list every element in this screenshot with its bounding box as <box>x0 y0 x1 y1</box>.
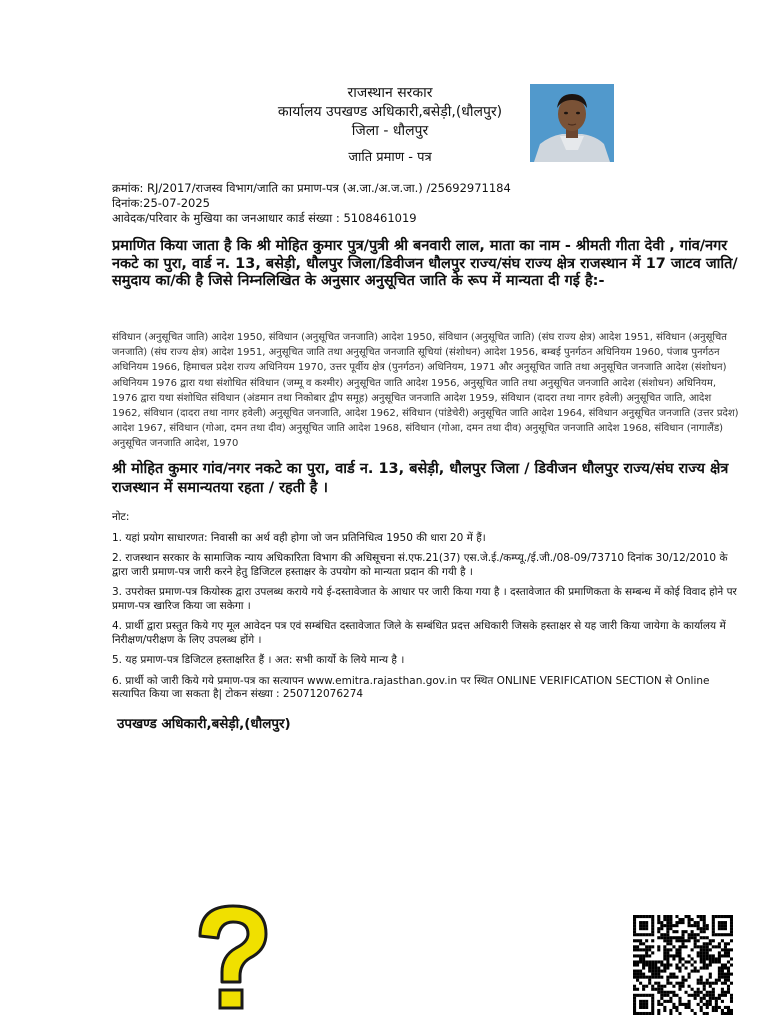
district-name: जिला - धौलपुर <box>351 123 429 139</box>
question-mark-icon <box>190 902 276 1012</box>
note-item: 6. प्रार्थी को जारी किये गये प्रमाण-पत्र का सत्यापन www.emitra.rajasthan.gov.in पर स्थित ONLINE VERIFICATION SECTION से Online सत्यापित किया जा सकता है| टोकन संख्या : 250712076274 <box>112 674 710 700</box>
note-item: 3. उपरोक्त प्रमाण-पत्र कियोस्क द्वारा उपलब्ध कराये गये ई-दस्तावेजात के आधार पर जारी किया गया है । दस्तावेजात की प्रमाणिकता के सम्बन्ध में कोई विवाद होने पर प्रमाण-पत्र खारिज किया जा सकेगा । <box>112 586 737 612</box>
notes-heading: नोट: <box>112 511 130 523</box>
issue-date: दिनांक:25-07-2025 <box>112 196 210 210</box>
certification-text: प्रमाणित किया जाता है कि श्री मोहित कुमार पुत्र/पुत्री श्री बनवारी लाल, माता का नाम - श्रीमती गीता देवी , गांव/नगर नकटे का पुरा, वार्ड न. 13, बसेड़ी, धौलपुर जिला/डिवीजन धौलपुर राज्य/संघ राज्य क्षेत्र राजस्थान में 17 जाटव जाति/समुदाय का/की है जिसे निम्नलिखित के अनुसार अनुसूचित जाति के रूप में मान्यता दी गई है:- <box>112 238 738 289</box>
note-item: 5. यह प्रमाण-पत्र डिजिटल हस्ताक्षरित हैं । अत: सभी कार्यो के लिये मान्य है । <box>112 654 405 666</box>
applicant-photo <box>530 84 614 162</box>
certificate-number: क्रमांक: RJ/2017/राजस्व विभाग/जाति का प्रमाण-पत्र (अ.जा./अ.ज.जा.) /25692971184 <box>112 181 511 195</box>
note-item: 4. प्रार्थी द्वारा प्रस्तुत किये गए मूल आवेदन पत्र एवं सम्बंधित दस्तावेजात जिले के सम्बंधित प्रदत्त अधिकारी जिसके हस्ताक्षर से यह जारी किया जायेगा के कार्यालय में निरीक्षण/परीक्षण के लिए उपलब्ध होंगे । <box>112 620 726 646</box>
signatory-designation: उपखण्ड अधिकारी,बसेड़ी,(धौलपुर) <box>117 716 291 732</box>
notes-section <box>112 511 742 702</box>
reference-block <box>112 181 672 226</box>
note-item: 2. राजस्थान सरकार के सामाजिक न्याय अधिकारिता विभाग की अधिसूचना सं.एफ.21(37) एस.जे.ई./कम्प्यू./ई.जी./08-09/73710 दिनांक 30/12/2010 के द्वारा जारी प्रमाण-पत्र जारी करने हेतु डिजिटल हस्ताक्षर के उपयोग को मान्यता प्रदान की गयी है । <box>112 552 728 578</box>
residence-statement: श्री मोहित कुमार गांव/नगर नकटे का पुरा, वार्ड न. 13, बसेड़ी, धौलपुर जिला / डिवीजन धौलपुर राज्य/संघ राज्य क्षेत्र राजस्थान में समान्यतया रहता / रहती है । <box>112 461 729 496</box>
constitution-orders-text: संविधान (अनुसूचित जाति) आदेश 1950, संविधान (अनुसूचित जनजाति) आदेश 1950, संविधान (अनुसूचित जाति) (संघ राज्य क्षेत्र) आदेश 1951, संविधान (अनुसूचित जनजाति) (संघ राज्य क्षेत्र) आदेश 1951, अनुसूचित जाति तथा अनुसूचित जनजाति सूचियां (संशोधन) आदेश 1956, बम्बई पुनर्गठन अधिनियम 1960, पंजाब पुनर्गठन अधिनियम 1966, हिमाचल प्रदेश राज्य अधिनियम 1970, उत्तर पूर्वीय क्षेत्र (पुनर्गठन) अधिनियम, 1971 और अनुसूचित जाति तथा अनुसूचित जनजाति आदेश (संशोधन) अधिनियम 1976 द्वारा यथा संशोधित संविधान (जम्मू व कश्मीर) अनुसूचित जाति आदेश 1956, अनुसूचित जाति तथा अनुसूचित जनजाति आदेश (संशोधन) अधिनियम, 1976 द्वारा यथा संशोधित संविधान (अंडमान तथा निकोबार द्वीप समूह) अनुसूचित जनजाति आदेश 1959, संविधान (दादरा तथा नागर हवेली) अनुसूचित जाति, आदेश 1962, संविधान (दादरा तथा नागर हवेली) अनुसूचित जनजाति, आदेश 1962, संविधान (पांडेचेरी) अनुसूचित जाति आदेश 1964, संविधान अनुसूचित जनजाति (उत्तर प्रदेश) आदेश 1967, संविधान (गोआ, दमन तथा दीव) अनुसूचित जाति आदेश 1968, संविधान (गोआ, दमन तथा दीव) अनुसूचित जनजाति आदेश 1968, संविधान (नागालैंड) अनुसूचित जनजाति आदेश, 1970 <box>112 332 739 450</box>
government-name: राजस्थान सरकार <box>347 85 433 101</box>
document-type: जाति प्रमाण - पत्र <box>348 150 432 165</box>
note-item: 1. यहां प्रयोग साधारणत: निवासी का अर्थ वही होगा जो जन प्रतिनिधित्व 1950 की धारा 20 में हैं। <box>112 531 486 544</box>
office-name: कार्यालय उपखण्ड अधिकारी,बसेड़ी,(धौलपुर) <box>277 104 503 120</box>
verification-qr-code-icon <box>633 915 733 1015</box>
janaadhar-number: आवेदक/परिवार के मुखिया का जनआधार कार्ड संख्या : 5108461019 <box>112 211 417 225</box>
